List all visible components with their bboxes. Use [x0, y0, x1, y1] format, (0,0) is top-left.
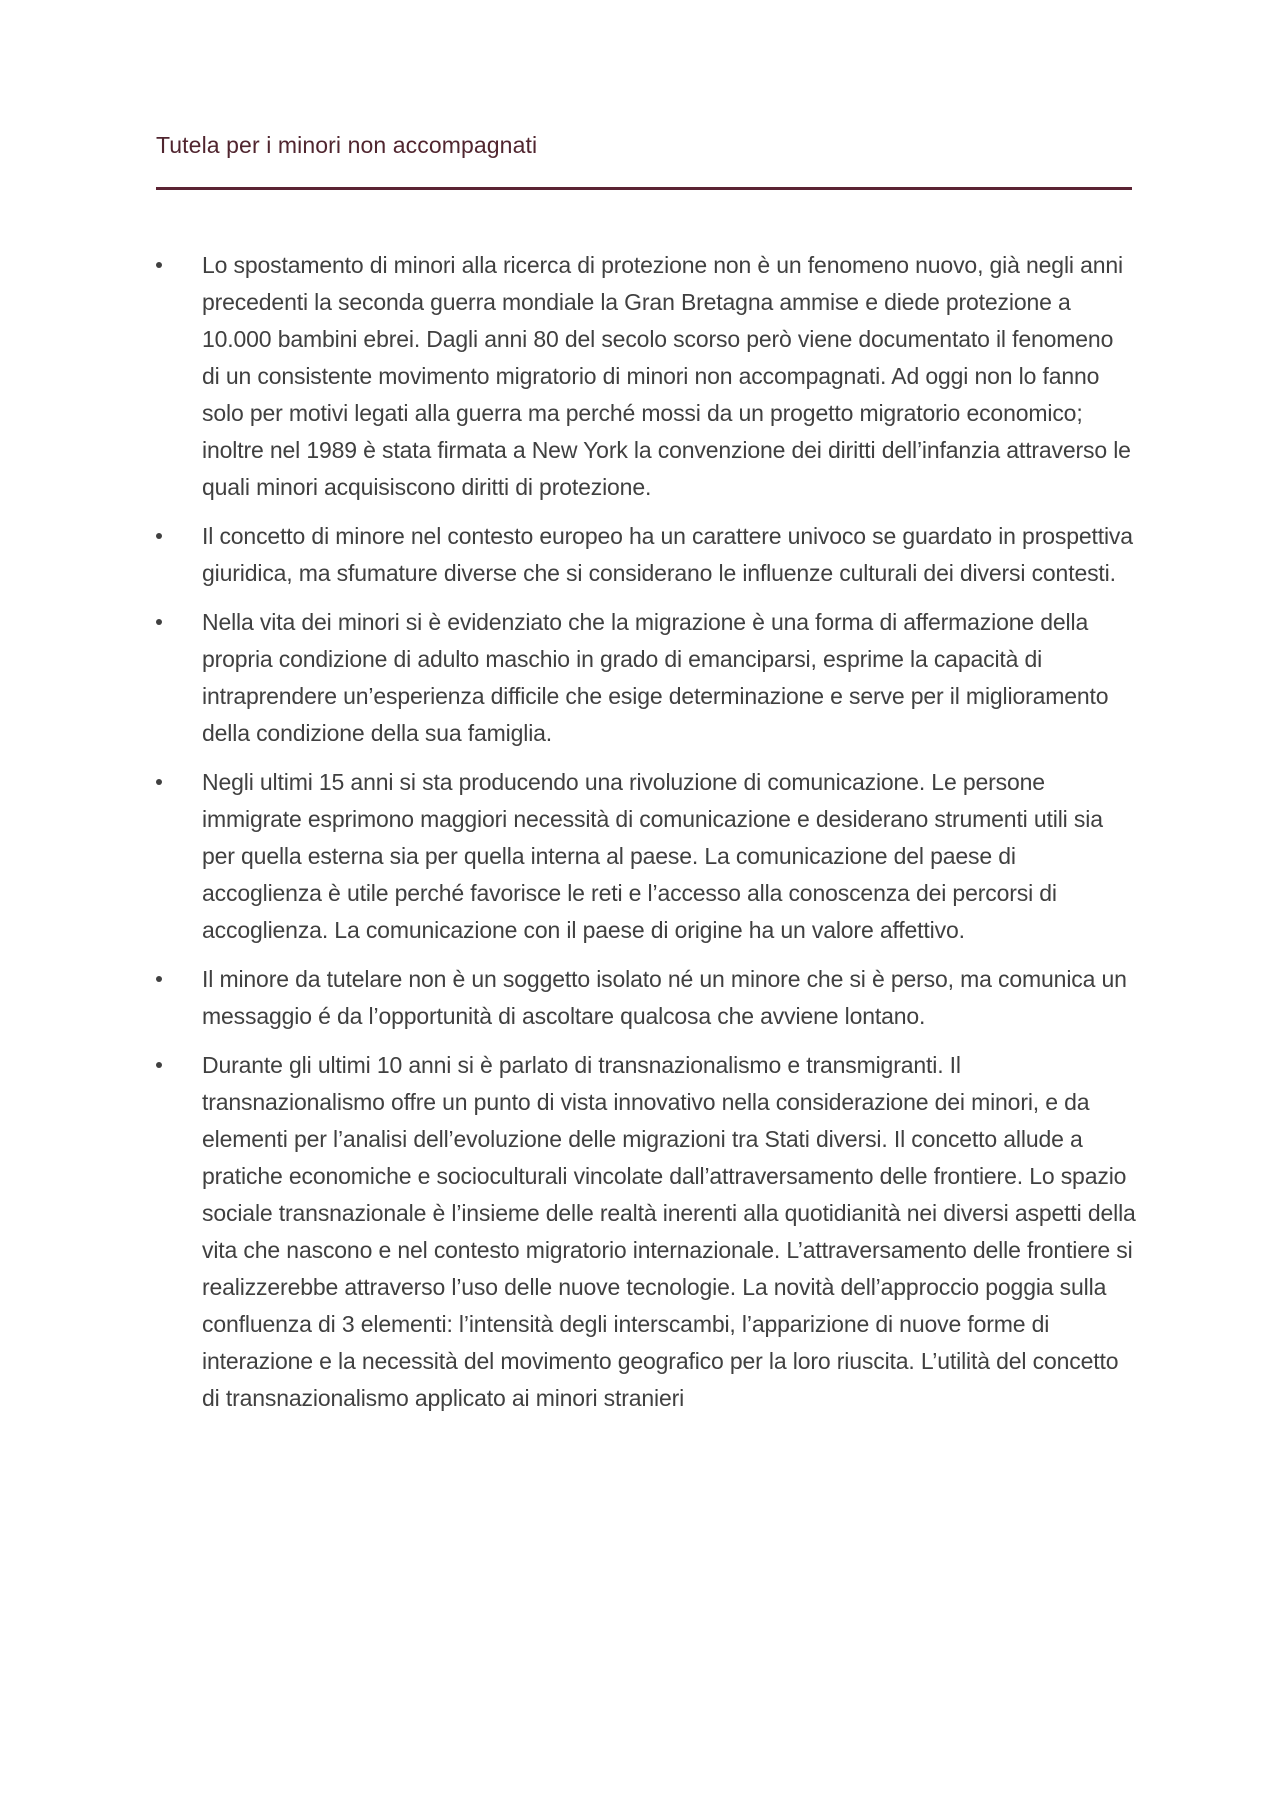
- list-item-text: Negli ultimi 15 anni si sta producendo una rivoluzione di comunicazione. Le persone immigrate esprimono maggiori necessità di comunicazione e desiderano strumenti utili sia per quella esterna sia per quella interna al paese. La comunicazione del paese di accoglienza è utile perché favorisce le reti e l’accesso alla conoscenza dei percorsi di accoglienza. La comunicazione con il paese di origine ha un valore affettivo.: [202, 769, 1103, 943]
- list-item-text: Lo spostamento di minori alla ricerca di protezione non è un fenomeno nuovo, già negli anni precedenti la seconda guerra mondiale la Gran Bretagna ammise e diede protezione a 10.000 bambini ebrei. Dagli anni 80 del secolo scorso però viene documentato il fenomeno di un consistente movimento migratorio di minori non accompagnati. Ad oggi non lo fanno solo per motivi legati alla guerra ma perché mossi da un progetto migratorio economico; inoltre nel 1989 è stata firmata a New York la convenzione dei diritti dell’infanzia attraverso le quali minori acquisiscono diritti di protezione.: [202, 252, 1131, 500]
- bullet-dot-icon: [156, 262, 162, 268]
- list-item-text: Nella vita dei minori si è evidenziato che la migrazione è una forma di affermazione della propria condizione di adulto maschio in grado di emanciparsi, esprime la capacità di intraprendere un’esperienza difficile che esige determinazione e serve per il miglioramento della condizione della sua famiglia.: [202, 609, 1109, 746]
- bullet-dot-icon: [156, 779, 162, 785]
- list-item-text: Durante gli ultimi 10 anni si è parlato di transnazionalismo e transmigranti. Il transnazionalismo offre un punto di vista innovativo nella considerazione dei minori, e da elementi per l’analisi dell’evoluzione delle migrazioni tra Stati diversi. Il concetto allude a pratiche economiche e socioculturali vincolate dall’attraversamento delle frontiere. Lo spazio sociale transnazionale è l’insieme delle realtà inerenti alla quotidianità nei diversi aspetti della vita che nascono e nel contesto migratorio internazionale. L’attraversamento delle frontiere si realizzerebbe attraverso l’uso delle nuove tecnologie. La novità dell’approccio poggia sulla confluenza di 3 elementi: l’intensità degli interscambi, l’apparizione di nuove forme di interazione e la necessità del movimento geografico per la loro riuscita. L’utilità del concetto di transnazionalismo applicato ai minori stranieri: [202, 1052, 1136, 1411]
- document-title: Tutela per i minori non accompagnati: [156, 132, 538, 158]
- list-item: [156, 518, 1136, 592]
- list-item: [156, 1047, 1136, 1417]
- bullet-dot-icon: [156, 533, 162, 539]
- list-item-text: Il concetto di minore nel contesto europeo ha un carattere univoco se guardato in prospettiva giuridica, ma sfumature diverse che si considerano le influenze culturali dei diversi contesti.: [202, 523, 1133, 586]
- list-item: [156, 247, 1136, 506]
- bullet-dot-icon: [156, 1062, 162, 1068]
- list-item: [156, 604, 1136, 752]
- bullet-list: [156, 247, 1136, 1429]
- bullet-dot-icon: [156, 976, 162, 982]
- bullet-dot-icon: [156, 619, 162, 625]
- list-item-text: Il minore da tutelare non è un soggetto isolato né un minore che si è perso, ma comunica un messaggio é da l’opportunità di ascoltare qualcosa che avviene lontano.: [202, 966, 1127, 1029]
- list-item: [156, 961, 1136, 1035]
- title-underline-rule: [156, 187, 1132, 190]
- list-item: [156, 764, 1136, 949]
